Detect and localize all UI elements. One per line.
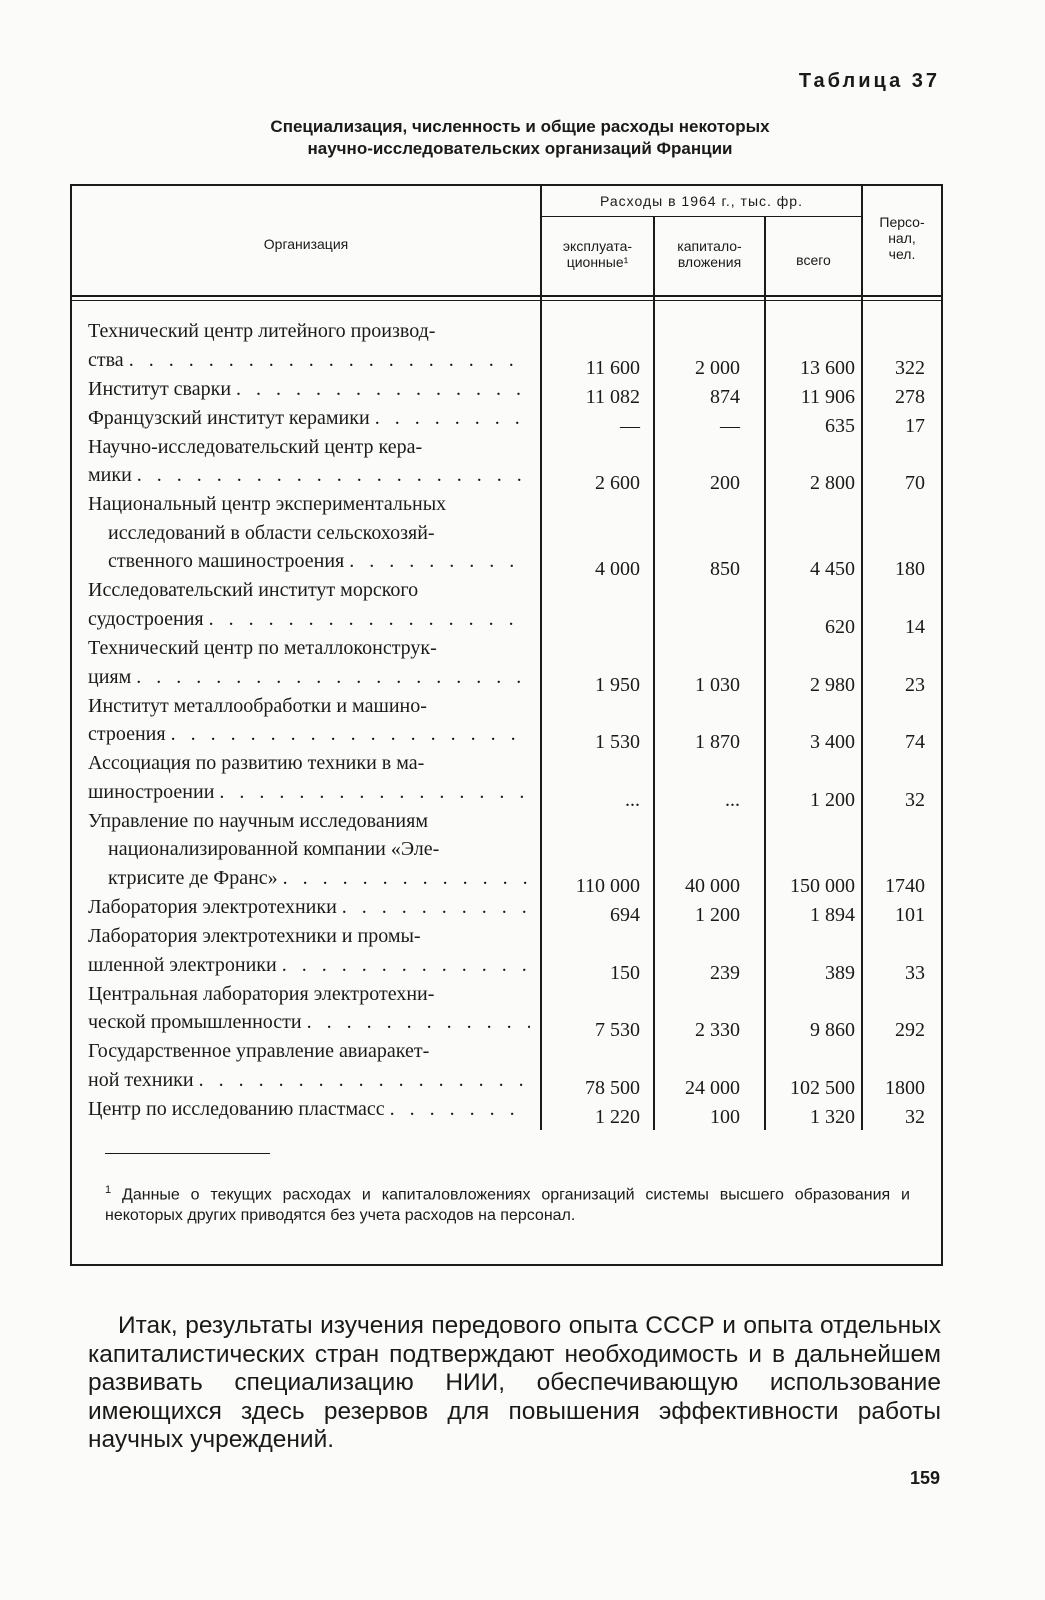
body-paragraph: Итак, результаты изучения передового опыта СССР и опыта отдельных капиталистических стран подтверждают необходимость и в дальнейшем развивать специализацию НИИ, обеспечивающую использование имеющихся здесь резервов для повышения эффективности работы научных учреждений. — [88, 1312, 941, 1453]
cell-operating: 1 950 — [595, 673, 640, 696]
organization-line — [88, 749, 530, 778]
organization-line — [88, 346, 530, 375]
organization-text: строения — [88, 723, 166, 746]
header-expenses: Расходы в 1964 г., тыс. фр. — [600, 193, 803, 209]
organization-line — [88, 922, 530, 951]
header-line: Персо- — [879, 214, 925, 230]
cell-capital: 40 000 — [685, 875, 740, 897]
cell-operating: — — [620, 414, 640, 437]
footnote-rule — [105, 1153, 270, 1154]
organization-line — [88, 490, 530, 519]
organization-line — [88, 835, 530, 864]
organization-text: Управление по научным исследованиям — [88, 809, 428, 832]
table-row-organization — [88, 375, 530, 404]
cell-capital: 2 000 — [695, 356, 740, 379]
table-row-organization — [88, 490, 530, 576]
cell-personnel: 17 — [905, 414, 925, 437]
cell-total: 9 860 — [810, 1019, 855, 1042]
organization-text: Французский институт керамики — [88, 406, 370, 429]
header-line: эксплуата- — [562, 238, 633, 254]
table-row-organization — [88, 1037, 530, 1094]
cell-total: 4 450 — [810, 558, 855, 581]
cell-operating: 694 — [610, 904, 640, 926]
leader-dots — [282, 951, 530, 980]
organization-line — [88, 980, 530, 1009]
cell-total: 1 320 — [810, 1105, 855, 1128]
cell-personnel: 1740 — [885, 875, 925, 897]
table-row-organization — [88, 634, 530, 691]
organization-text: исследований в области сельскохозяй- — [108, 521, 435, 544]
cell-total: 620 — [825, 616, 855, 638]
cell-capital: 874 — [710, 385, 740, 408]
organization-text: циям — [88, 665, 132, 688]
organization-text: ства — [88, 348, 124, 371]
table-top-rule — [70, 184, 943, 186]
table-row-organization — [88, 807, 530, 893]
organization-text: ственного машиностроения — [108, 550, 345, 573]
cell-personnel: 32 — [905, 788, 925, 811]
organization-line — [88, 433, 530, 462]
cell-operating: 1 530 — [595, 731, 640, 754]
organization-line — [88, 605, 530, 634]
cell-total: 1 894 — [810, 904, 855, 926]
leader-dots — [136, 663, 530, 692]
column-divider — [861, 184, 863, 1130]
column-divider — [540, 184, 542, 1130]
cell-operating: 78 500 — [585, 1076, 640, 1099]
cell-personnel: 33 — [905, 961, 925, 984]
table-left-border — [70, 184, 72, 1266]
organization-text: Центр по исследованию пластмасс — [88, 1097, 385, 1120]
table-bottom-rule — [70, 1264, 943, 1266]
organization-line — [88, 893, 530, 922]
leader-dots — [171, 720, 530, 749]
leader-dots — [375, 404, 530, 433]
cell-personnel: 74 — [905, 731, 925, 754]
organization-text: ческой промышленности — [88, 1011, 302, 1034]
table-row-organization — [88, 692, 530, 749]
organization-text: Лаборатория электротехники и промы- — [88, 925, 421, 947]
leader-dots — [390, 1095, 530, 1124]
cell-total: 2 980 — [810, 673, 855, 696]
organization-text: шиностроении — [88, 780, 215, 803]
cell-total: 1 200 — [810, 788, 855, 811]
leader-dots — [236, 375, 530, 404]
cell-capital: 239 — [710, 961, 740, 984]
organization-line — [88, 576, 530, 605]
leader-dots — [137, 461, 530, 490]
header-personnel — [863, 214, 941, 262]
cell-total: 13 600 — [800, 356, 855, 379]
organization-text: ктрисите де Франс» — [108, 866, 278, 889]
organization-text: Ассоциация по развитию техники в ма- — [88, 752, 425, 775]
organization-line — [88, 634, 530, 663]
page-number: 159 — [909, 1468, 940, 1488]
cell-total: 635 — [825, 414, 855, 437]
cell-total: 102 500 — [790, 1076, 855, 1099]
organization-text: Институт сварки — [88, 377, 232, 400]
cell-total: 2 800 — [810, 472, 855, 495]
organization-line — [88, 1037, 530, 1066]
cell-personnel: 70 — [905, 472, 925, 495]
footnote — [105, 1180, 910, 1226]
leader-dots — [199, 1066, 530, 1095]
cell-capital: 1 030 — [695, 673, 740, 696]
organization-text: мики — [88, 464, 132, 487]
table-right-border — [941, 184, 943, 1266]
table-row-organization — [88, 433, 530, 490]
organization-text: Технический центр по металлоконструк- — [88, 637, 437, 659]
cell-capital: ... — [725, 788, 740, 811]
leader-dots — [219, 778, 530, 807]
footnote-text: Данные о текущих расходах и капиталовложениях организаций системы высшего образования и некоторых других приводятся без учета расходов на персонал. — [105, 1186, 910, 1225]
organization-text: шленной электроники — [88, 953, 277, 976]
header-capital — [655, 238, 764, 270]
cell-capital: 1 870 — [695, 731, 740, 754]
organization-text: Научно-исследовательский центр кера- — [88, 435, 423, 458]
organization-line — [88, 692, 530, 721]
organization-line — [88, 951, 530, 980]
table-label: Таблица 37 — [798, 70, 940, 92]
organization-text: Институт металлообработки и машино- — [88, 694, 427, 717]
header-line: чел. — [888, 246, 916, 262]
table-row-organization — [88, 922, 530, 979]
cell-capital: 1 200 — [695, 904, 740, 926]
organization-line — [88, 375, 530, 404]
organization-text: Государственное управление авиаракет- — [88, 1040, 430, 1063]
leader-dots — [209, 605, 530, 634]
organization-line — [88, 547, 530, 576]
cell-personnel: 180 — [895, 558, 925, 581]
organization-text: Центральная лаборатория электротехни- — [88, 982, 435, 1005]
cell-personnel: 32 — [905, 1105, 925, 1128]
header-line: вложения — [677, 254, 742, 270]
cell-capital: 2 330 — [695, 1019, 740, 1042]
cell-total: 150 000 — [790, 875, 855, 897]
organization-line — [88, 1066, 530, 1095]
cell-operating: 1 220 — [595, 1105, 640, 1128]
cell-total: 389 — [825, 961, 855, 984]
organization-line — [88, 720, 530, 749]
cell-personnel: 14 — [905, 616, 925, 638]
table-row-organization — [88, 893, 530, 922]
organization-line — [88, 807, 530, 836]
cell-personnel: 101 — [895, 904, 925, 926]
cell-total: 11 906 — [800, 385, 855, 408]
table-row-organization — [88, 576, 530, 633]
cell-operating: 150 — [610, 961, 640, 984]
organization-text: Национальный центр экспериментальных — [88, 493, 447, 516]
cell-personnel: 322 — [895, 356, 925, 379]
cell-operating: 2 600 — [595, 472, 640, 495]
footnote-mark: 1 — [105, 1184, 112, 1196]
organization-line — [88, 404, 530, 433]
table-row-organization — [88, 317, 530, 374]
cell-capital: 200 — [710, 472, 740, 495]
header-organization: Организация — [263, 236, 349, 252]
table-row-organization — [88, 749, 530, 806]
table-title-line: научно-исследовательских организаций Франции — [307, 139, 733, 158]
organization-text: судостроения — [88, 607, 204, 630]
leader-dots — [129, 346, 530, 375]
leader-dots — [349, 547, 530, 576]
organization-text: ной техники — [88, 1068, 194, 1091]
header-subrule — [541, 216, 861, 217]
header-total: всего — [796, 252, 831, 268]
cell-operating: 110 000 — [575, 875, 640, 897]
cell-operating: 4 000 — [595, 558, 640, 581]
table-row-organization — [88, 404, 530, 433]
organization-line — [88, 864, 530, 893]
organization-text: национализированной компании «Эле- — [108, 838, 440, 861]
cell-total: 3 400 — [810, 731, 855, 754]
cell-personnel: 1800 — [885, 1076, 925, 1099]
header-operating — [542, 238, 653, 270]
cell-personnel: 23 — [905, 673, 925, 696]
organization-line — [88, 317, 530, 346]
organization-line — [88, 461, 530, 490]
organization-line — [88, 1008, 530, 1037]
header-rule — [70, 295, 943, 297]
cell-operating: 7 530 — [595, 1019, 640, 1042]
organization-line — [88, 778, 530, 807]
cell-operating: 11 082 — [585, 385, 640, 408]
organization-text: Исследовательский институт морского — [88, 579, 419, 602]
cell-capital: 24 000 — [685, 1076, 740, 1099]
table-row-organization — [88, 1095, 530, 1124]
header-line: капитало- — [677, 238, 742, 254]
table-title-line: Специализация, численность и общие расходы некоторых — [270, 117, 770, 136]
organization-text: Технический центр литейного производ- — [88, 320, 436, 342]
organization-line — [88, 519, 530, 548]
leader-dots — [283, 864, 530, 893]
cell-operating: 11 600 — [585, 356, 640, 379]
header-line: ционные¹ — [566, 254, 629, 270]
cell-personnel: 278 — [895, 385, 925, 408]
cell-personnel: 292 — [895, 1019, 925, 1042]
table-title — [150, 116, 890, 160]
organization-line — [88, 1095, 530, 1124]
leader-dots — [307, 1008, 530, 1037]
header-line: нал, — [888, 230, 916, 246]
organization-text: Лаборатория электротехники — [88, 896, 337, 918]
cell-capital: 100 — [710, 1105, 740, 1128]
cell-operating: ... — [625, 788, 640, 811]
cell-capital: 850 — [710, 558, 740, 581]
cell-capital: — — [720, 414, 740, 437]
organization-line — [88, 663, 530, 692]
leader-dots — [342, 893, 530, 922]
header-rule — [70, 300, 943, 301]
table-row-organization — [88, 980, 530, 1037]
